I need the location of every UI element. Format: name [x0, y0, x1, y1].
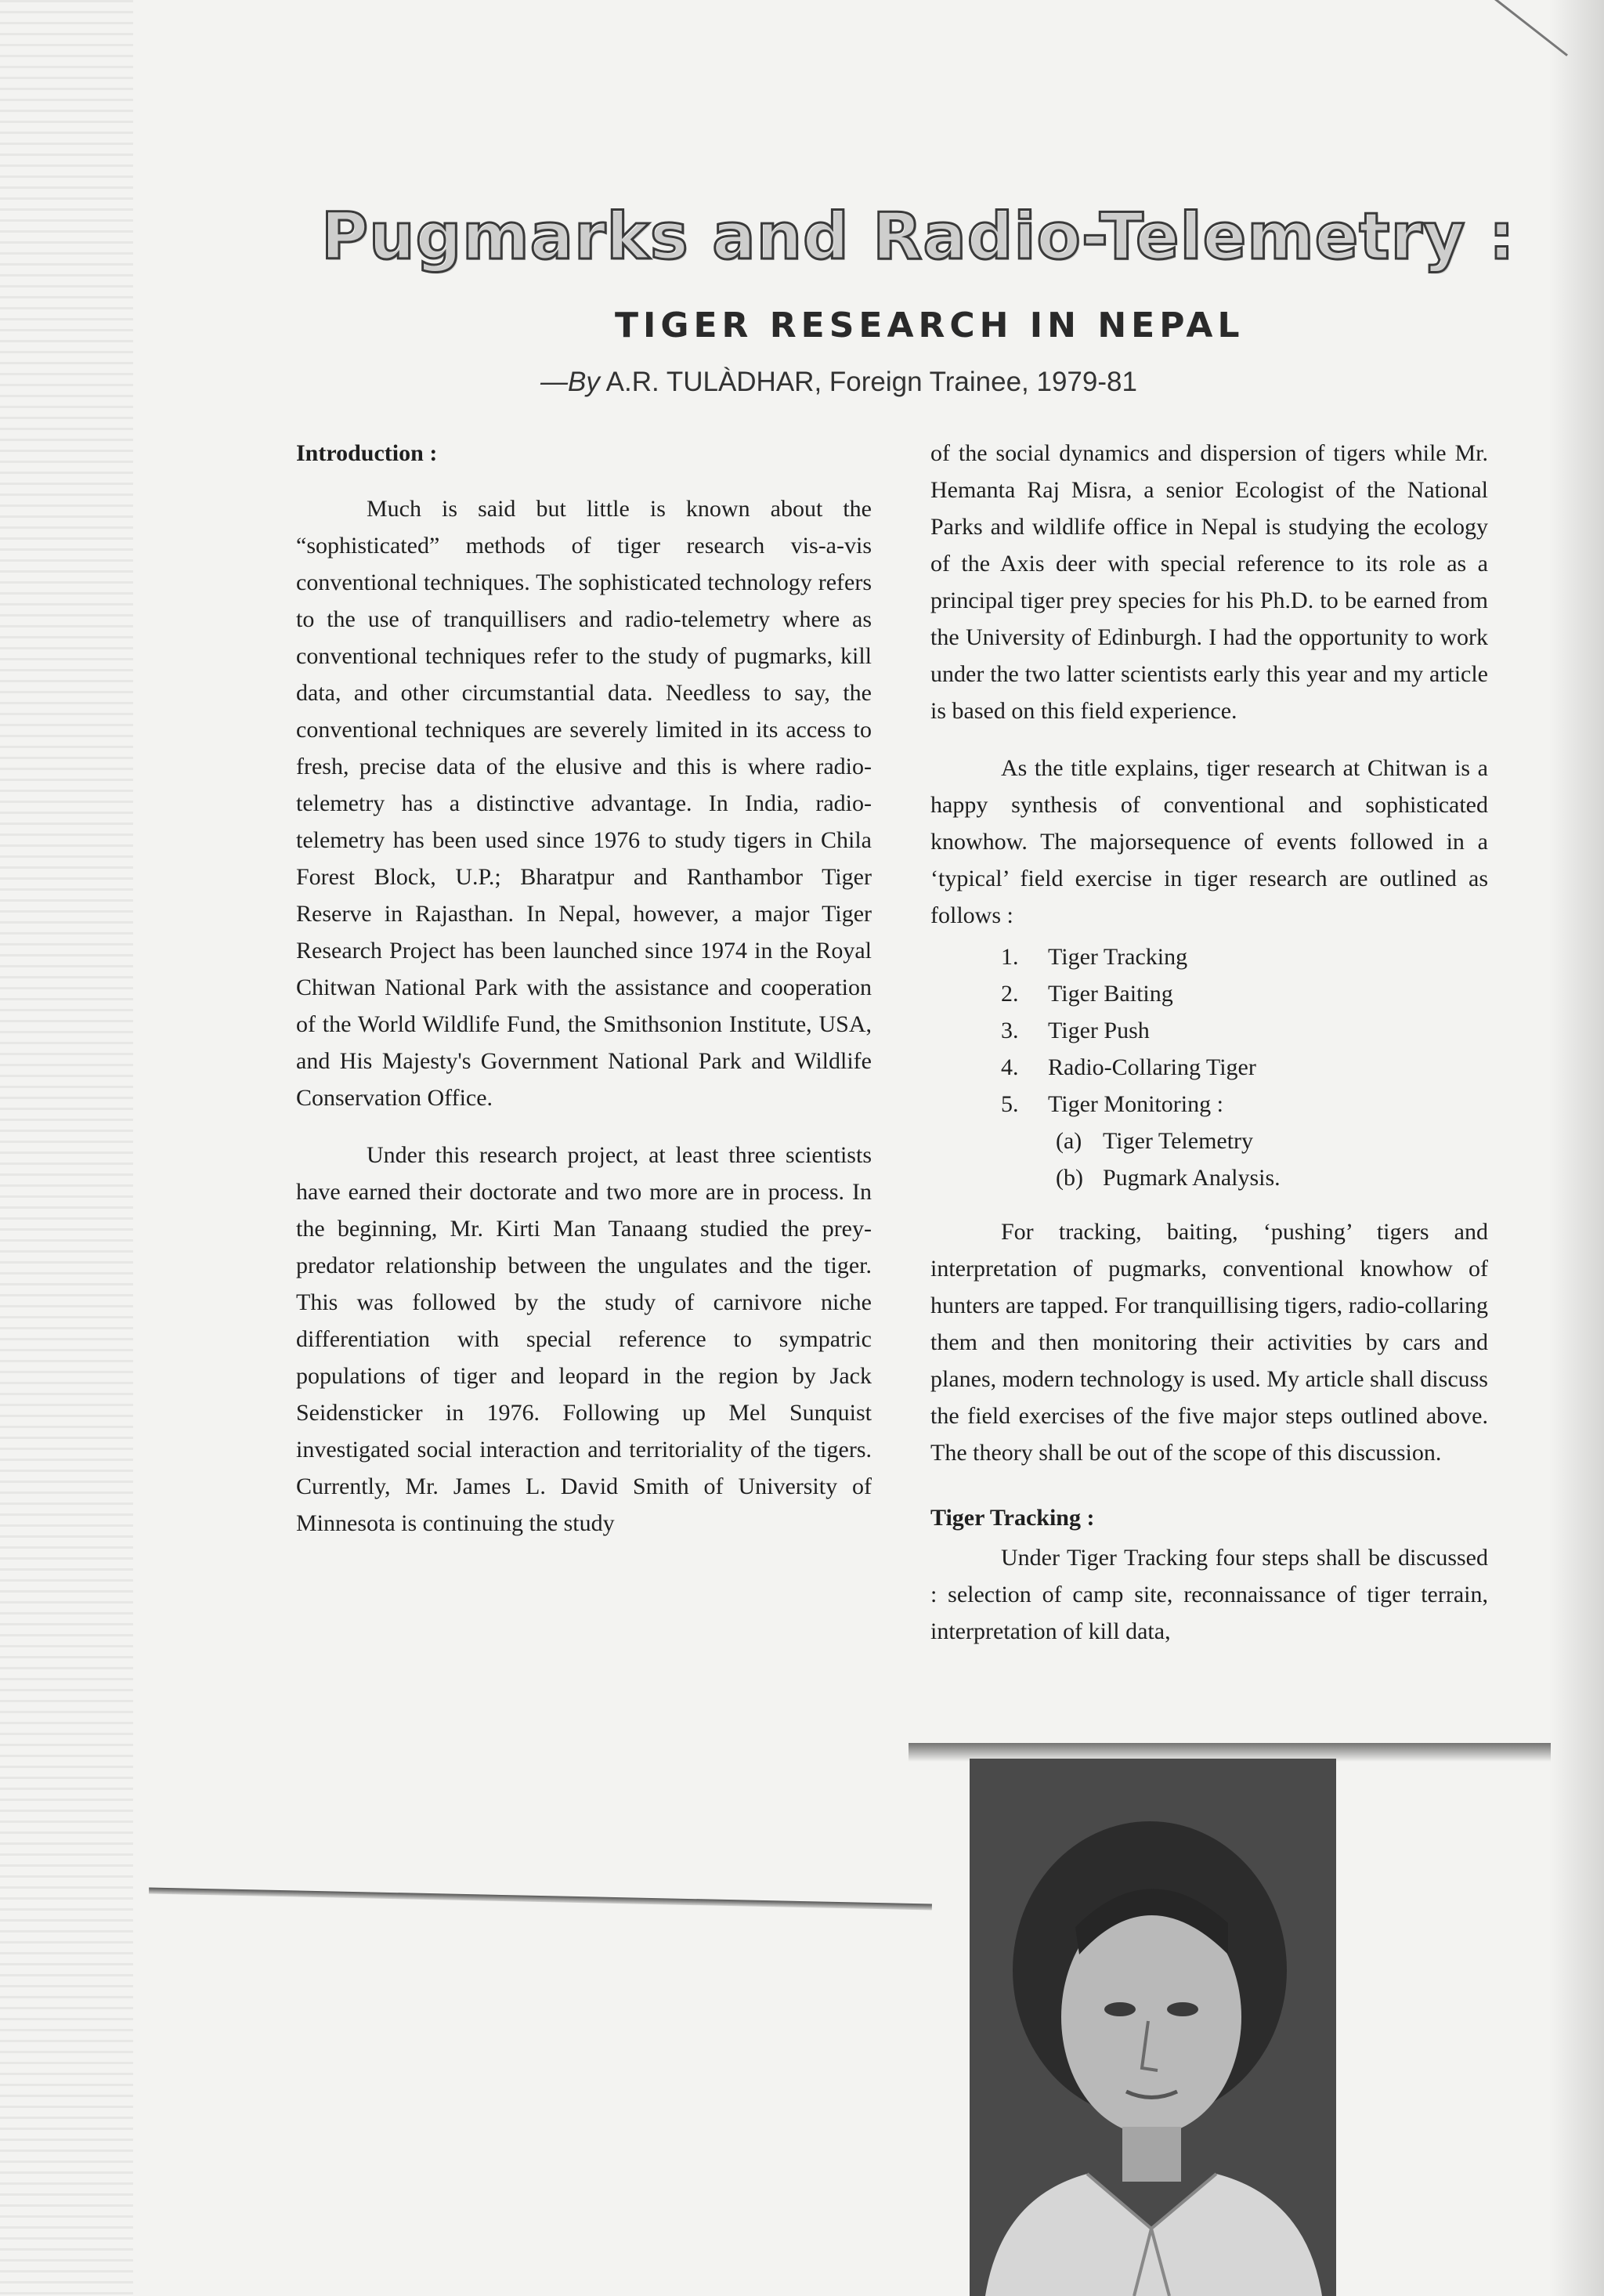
intro-paragraph-1: Much is said but little is known about the “sophisticated” methods of tiger research vis-a-vis conventional techniques. The sophisticated technology refers to the use of tranquillisers and radio-telemetry where as conventional techniques refer to the study of pugmarks, kill data, and other circumstantial data. Needless to say, the conventional techniques are severely limited in its access to fresh, precise data of the elusive and this is where radio-telemetry has a distinctive advantage. In India, radio-telemetry has been used since 1976 to study tigers in Chila Forest Block, U.P.; Bharatpur and Ranthambor Tiger Reserve in Rajasthan. In Nepal, however, a major Tiger Research Project has been launched since 1974 in the Royal Chitwan National Park with the assistance and cooperation of the World Wildlife Fund, the Smithsonion Institute, USA, and His Majesty's Government National Park and Wildlife Conservation Office. — [296, 496, 872, 1111]
list-item: 1. Tiger Tracking — [1001, 944, 1188, 970]
left-column — [296, 435, 872, 1542]
tracking-paragraph: Under Tiger Tracking four steps shall be discussed : selection of camp site, reconnaissance of tiger terrain, interpretation of kill data, — [930, 1545, 1488, 1644]
list-item: 3. Tiger Push — [1001, 1018, 1150, 1043]
list-item: (b) Pugmark Analysis. — [1056, 1165, 1281, 1191]
article-subtitle: TIGER RESEARCH IN NEPAL — [615, 306, 1245, 345]
article-byline — [540, 367, 1519, 398]
portrait-illustration — [970, 1759, 1336, 2296]
list-item: 2. Tiger Baiting — [1001, 981, 1173, 1007]
article-headline: Pugmarks and Radio-Telemetry : — [321, 200, 1515, 274]
author-portrait-photo — [970, 1759, 1336, 2296]
list-item: 4. Radio-Collaring Tiger — [1001, 1054, 1256, 1080]
scan-right-edge — [1549, 0, 1604, 2296]
continuation-paragraph: of the social dynamics and dispersion of tigers while Mr. Hemanta Raj Misra, a senior Ecologist of the National Parks and wildlife office in Nepal is studying the ecology of the Axis deer with special reference to its role as a principal tiger prey species for his Ph.D. to be earned from the University of Edinburgh. I had the opportunity to work under the two latter scientists early this year and my article is based on this field experience. — [930, 440, 1488, 724]
list-item: 5. Tiger Monitoring : — [1001, 1091, 1223, 1117]
tracking-heading: Tiger Tracking : — [930, 1505, 1095, 1531]
list-item: (a) Tiger Telemetry — [1056, 1128, 1254, 1154]
intro-paragraph-2: Under this research project, at least three scientists have earned their doctorate and two more are in process. In the beginning, Mr. Kirti Man Tanaang studied the prey-predator relationship between the ungulates and the tiger. This was followed by the study of carnivore niche differentiation with special reference to sympatric populations of tiger and leopard in the region by Jack Seidensticker in 1976. Following up Mel Sunquist investigated social interaction and territoriality of the tigers. Currently, Mr. James L. David Smith of University of Minnesota is continuing the study — [296, 1142, 872, 1536]
steps-list — [930, 938, 1488, 1196]
methods-paragraph: For tracking, baiting, ‘pushing’ tigers and interpretation of pugmarks, conventional knowhow of hunters are tapped. For tranquillising tigers, radio-collaring them and then monitoring their activities by cars and planes, modern technology is used. My article shall discuss the field exercises of the five major steps outlined above. The theory shall be out of the scope of this discussion. — [930, 1219, 1488, 1466]
intro-heading: Introduction : — [296, 440, 438, 466]
byline-author: A.R. TULÀDHAR, Foreign Trainee, 1979-81 — [605, 367, 1137, 397]
scan-left-edge — [0, 0, 133, 2296]
right-column — [930, 435, 1488, 1650]
paper-fold-shadow — [149, 1888, 932, 1911]
synthesis-paragraph: As the title explains, tiger research at Chitwan is a happy synthesis of conventional and sophisticated knowhow. The majorsequence of events followed in a ‘typical’ field exercise in tiger research are outlined as follows : — [930, 755, 1488, 928]
byline-prefix: —By — [540, 367, 600, 397]
